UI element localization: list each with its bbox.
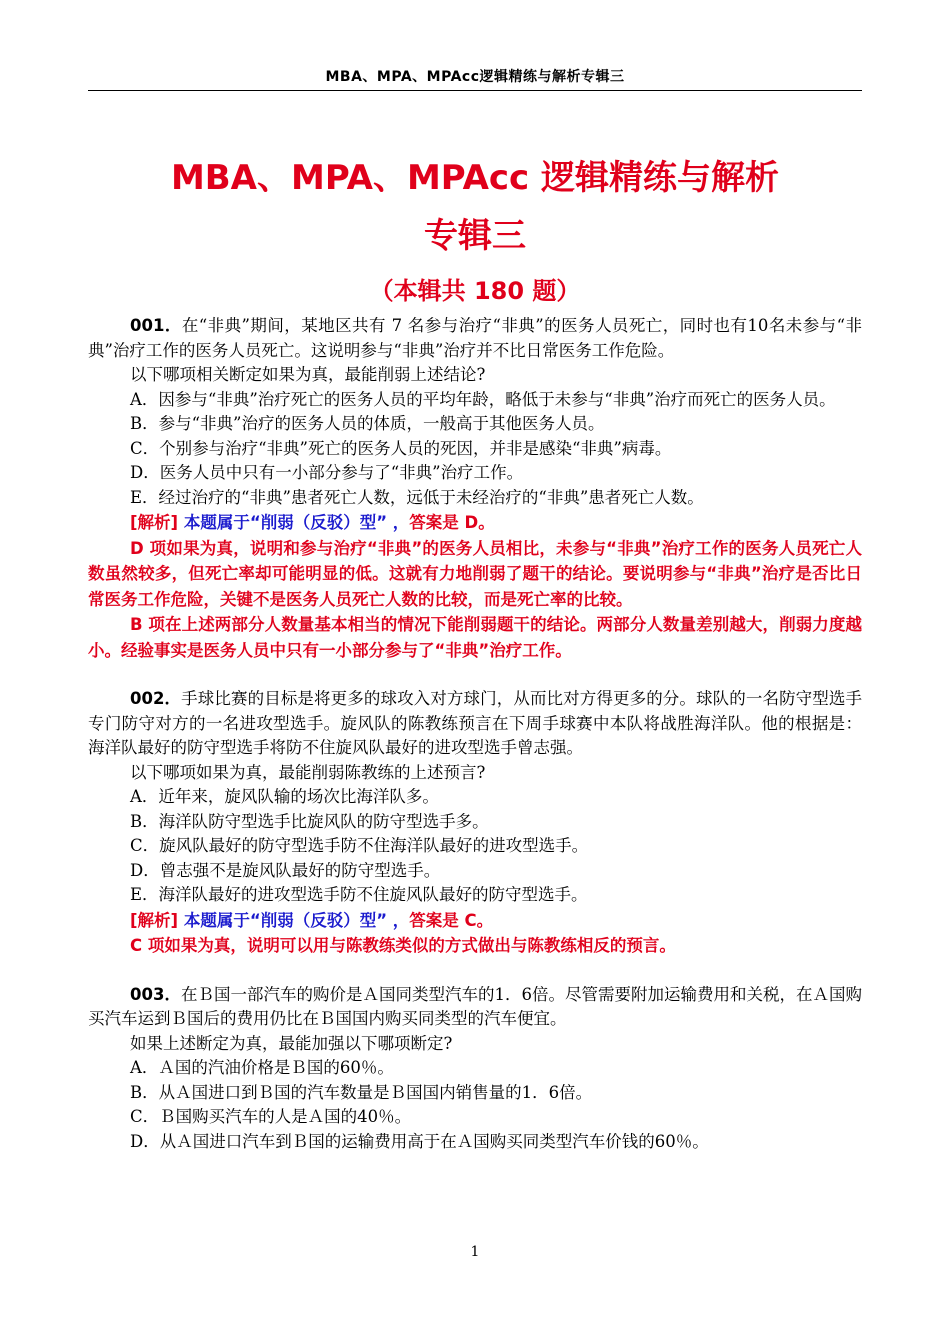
option-b: B．海洋队防守型选手比旋风队的防守型选手多。 <box>130 811 489 831</box>
option-b: B．从Ａ国进口到Ｂ国的汽车数量是Ｂ国国内销售量的1．6倍。 <box>130 1082 593 1102</box>
question-003 <box>88 983 862 1155</box>
option-d: D．从Ａ国进口汽车到Ｂ国的运输费用高于在Ａ国购买同类型汽车价钱的60％。 <box>130 1131 709 1151</box>
explanation: D 项如果为真，说明和参与治疗“非典”的医务人员相比，未参与“非典”治疗工作的医务人员死亡人数虽然较多，但死亡率却可能明显的低。这就有力地削弱了题干的结论。要说明参与“非典”治疗是否比日常医务工作危险，关键不是医务人员死亡人数的比较，而是死亡率的比较。 <box>88 538 862 609</box>
analysis-tag: [解析] <box>130 513 179 532</box>
question-stem <box>88 983 862 1032</box>
question-prompt: 如果上述断定为真，最能加强以下哪项断定? <box>130 1033 453 1053</box>
content <box>88 314 862 1154</box>
stem-text: 在“非典”期间，某地区共有 7 名参与治疗“非典”的医务人员死亡，同时也有10名未参与“非典”治疗工作的医务人员死亡。这说明参与“非典”治疗并不比日常医务工作危险。 <box>88 316 862 360</box>
explanation: C 项如果为真，说明可以用与陈教练类似的方式做出与陈教练相反的预言。 <box>130 936 676 955</box>
option-c: C．个别参与治疗“非典”死亡的医务人员的死因，并非是感染“非典”病毒。 <box>130 438 672 458</box>
option-d: D．医务人员中只有一小部分参与了“非典”治疗工作。 <box>130 463 524 482</box>
header-rule <box>88 90 862 91</box>
question-002 <box>88 687 862 959</box>
stem-text: 手球比赛的目标是将更多的球攻入对方球门，从而比对方得更多的分。球队的一名防守型选手专门防守对方的一名进攻型选手。旋风队的陈教练预言在下周手球赛中本队将战胜海洋队。他的根据是：海洋队最好的防守型选手将防不住旋风队最好的进攻型选手曾志强。 <box>88 689 863 757</box>
option-e: E．经过治疗的“非典”患者死亡人数，远低于未经治疗的“非典”患者死亡人数。 <box>130 487 704 507</box>
question-stem <box>88 687 862 761</box>
document-subtitle: 专辑三 <box>424 216 526 256</box>
option-c: C．Ｂ国购买汽车的人是Ａ国的40％。 <box>130 1107 412 1126</box>
explanation: B 项在上述两部分人数量基本相当的情况下能削弱题干的结论。两部分人数量差别越大，削弱力度越小。经验事实是医务人员中只有一小部分参与了“非典”治疗工作。 <box>88 615 862 660</box>
analysis-type: 本题属于“削弱（反驳）型” ， <box>183 513 410 532</box>
spacer <box>88 663 862 687</box>
option-c: C．旋风队最好的防守型选手防不住海洋队最好的进攻型选手。 <box>130 836 589 855</box>
running-header: MBA、MPA、MPAcc逻辑精练与解析专辑三 <box>325 69 625 85</box>
analysis-line <box>88 510 862 536</box>
option-b: B．参与“非典”治疗的医务人员的体质，一般高于其他医务人员。 <box>130 414 605 433</box>
document-title: MBA、MPA、MPAcc 逻辑精练与解析 <box>170 158 780 198</box>
question-001 <box>88 314 862 663</box>
analysis-answer: 答案是 C。 <box>409 910 494 930</box>
analysis-line <box>88 908 862 934</box>
question-count: （本辑共 180 题） <box>369 277 581 305</box>
analysis-type: 本题属于“削弱（反驳）型” ， <box>183 910 410 930</box>
analysis-tag: [解析] <box>130 910 179 930</box>
question-prompt: 以下哪项相关断定如果为真，最能削弱上述结论? <box>130 365 486 384</box>
question-number: 003． <box>130 984 181 1004</box>
question-number: 001． <box>130 316 182 335</box>
analysis-answer: 答案是 D。 <box>409 513 495 532</box>
option-a: A．因参与“非典”治疗死亡的医务人员的平均年龄，略低于未参与“非典”治疗而死亡的医务人员。 <box>130 389 836 409</box>
spacer <box>88 959 862 983</box>
option-a: A．近年来，旋风队输的场次比海洋队多。 <box>130 787 439 806</box>
stem-text: 在Ｂ国一部汽车的购价是Ａ国同类型汽车的1．6倍。尽管需要附加运输费用和关税，在Ａ国购买汽车运到Ｂ国后的费用仍比在Ｂ国国内购买同类型的汽车便宜。 <box>88 984 862 1028</box>
question-stem <box>88 314 862 363</box>
question-number: 002． <box>130 689 182 708</box>
question-prompt: 以下哪项如果为真，最能削弱陈教练的上述预言? <box>130 762 486 782</box>
option-d: D．曾志强不是旋风队最好的防守型选手。 <box>130 860 441 880</box>
option-e: E．海洋队最好的进攻型选手防不住旋风队最好的防守型选手。 <box>130 885 588 904</box>
option-a: A．Ａ国的汽油价格是Ｂ国的60％。 <box>130 1058 394 1077</box>
page-number: 1 <box>470 1244 480 1260</box>
